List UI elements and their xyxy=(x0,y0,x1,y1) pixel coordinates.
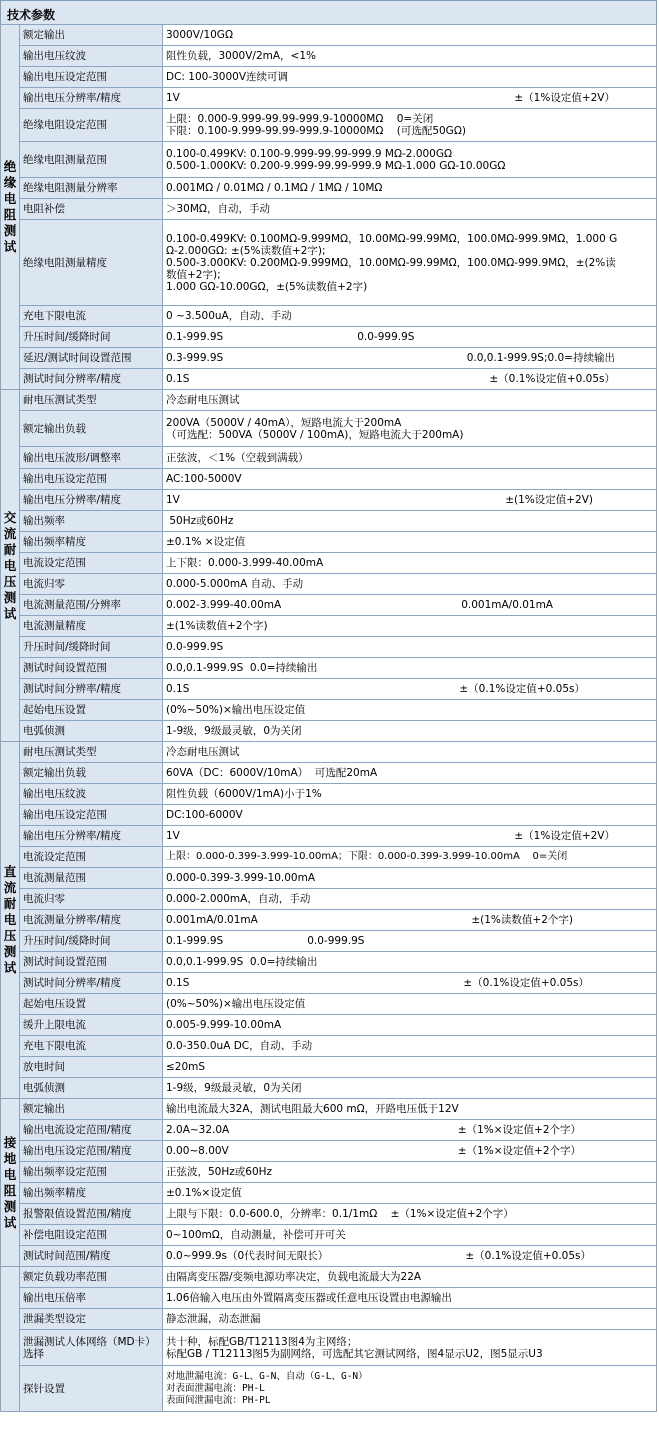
table-row xyxy=(1,1267,657,1288)
table-row xyxy=(1,721,657,742)
table-row xyxy=(1,490,657,511)
table-row xyxy=(1,637,657,658)
table-row xyxy=(1,553,657,574)
table-row xyxy=(1,1015,657,1036)
row-label: 泄漏测试人体网络（MD卡）选择 xyxy=(20,1330,163,1366)
table-row xyxy=(1,700,657,721)
row-label: 额定输出负载 xyxy=(20,763,163,784)
row-value: ≤20mS xyxy=(163,1057,657,1078)
row-value: 0.100-0.499KV: 0.100MΩ-9.999MΩ，10.00MΩ-99.99MΩ，100.0MΩ-999.9MΩ，1.000 G Ω-2.000GΩ: ±(5%读数值+2字); 0.500-3.000KV: 0.200MΩ-9.999MΩ，10.00MΩ-99.99MΩ，100.0MΩ-999.9MΩ，±(2%读 数值+2字); 1.000 GΩ-10.00GΩ，±(5%读数值+2字) xyxy=(163,220,657,306)
row-label: 输出电压设定范围/精度 xyxy=(20,1141,163,1162)
table-row xyxy=(1,931,657,952)
table-row xyxy=(1,1246,657,1267)
table-row xyxy=(1,1078,657,1099)
row-value: 1.06倍输入电压由外置隔离变压器或任意电压设置由电源输出 xyxy=(163,1288,657,1309)
row-value: DC:100-6000V xyxy=(163,805,657,826)
row-value: 2.0A~32.0A ±（1%×设定值+2个字） xyxy=(163,1120,657,1141)
row-label: 输出电压倍率 xyxy=(20,1288,163,1309)
row-label: 补偿电阻设定范围 xyxy=(20,1225,163,1246)
table-row xyxy=(1,952,657,973)
table-row xyxy=(1,994,657,1015)
row-value: 0.1-999.9S 0.0-999.9S xyxy=(163,931,657,952)
row-value: 上限：0.000-9.999-99.99-999.9-10000MΩ 0=关闭 下限：0.100-9.999-99.99-999.9-10000MΩ (可选配50GΩ) xyxy=(163,109,657,142)
row-value: ±0.1% ×设定值 xyxy=(163,532,657,553)
row-value: 上下限：0.000-3.999-40.00mA xyxy=(163,553,657,574)
section-label-ground: 接地电阻测试 xyxy=(1,1099,20,1267)
row-value: 0.100-0.499KV: 0.100-9.999-99.99-999.9 MΩ-2.000GΩ 0.500-1.000KV: 0.200-9.999-99.99-999.9 MΩ-1.000 GΩ-10.00GΩ xyxy=(163,142,657,178)
table-row xyxy=(1,411,657,447)
table-row xyxy=(1,1036,657,1057)
row-label: 充电下限电流 xyxy=(20,306,163,327)
row-value: (0%~50%)×输出电压设定值 xyxy=(163,700,657,721)
row-value: 0.1-999.9S 0.0-999.9S xyxy=(163,327,657,348)
row-label: 测试时间设置范围 xyxy=(20,658,163,679)
row-label: 电流测量范围/分辨率 xyxy=(20,595,163,616)
row-value: 由隔离变压器/变频电源功率决定，负载电流最大为22A xyxy=(163,1267,657,1288)
row-label: 输出电压波形/调整率 xyxy=(20,447,163,469)
table-row xyxy=(1,973,657,994)
row-label: 耐电压测试类型 xyxy=(20,742,163,763)
row-value: 0.002-3.999-40.00mA 0.001mA/0.01mA xyxy=(163,595,657,616)
table-row xyxy=(1,306,657,327)
table-row xyxy=(1,1309,657,1330)
row-label: 绝缘电阻测量分辨率 xyxy=(20,178,163,199)
row-value: 正弦波，50Hz或60Hz xyxy=(163,1162,657,1183)
row-value: 0.0,0.1-999.9S 0.0=持续输出 xyxy=(163,658,657,679)
row-label: 输出电流设定范围/精度 xyxy=(20,1120,163,1141)
row-label: 输出电压纹波 xyxy=(20,46,163,67)
row-value: 静态泄漏，动态泄漏 xyxy=(163,1309,657,1330)
table-row xyxy=(1,178,657,199)
table-row xyxy=(1,67,657,88)
table-row xyxy=(1,1288,657,1309)
table-row xyxy=(1,1225,657,1246)
page-title: 技术参数 xyxy=(7,8,56,22)
row-value: 0.0,0.1-999.9S 0.0=持续输出 xyxy=(163,952,657,973)
row-value: 50Hz或60Hz xyxy=(163,511,657,532)
row-value: 阻性负载（6000V/1mA)小于1% xyxy=(163,784,657,805)
table-row xyxy=(1,763,657,784)
row-label: 额定输出 xyxy=(20,1099,163,1120)
row-label: 探针设置 xyxy=(20,1366,163,1412)
row-value: 0.000-0.399-3.999-10.00mA xyxy=(163,868,657,889)
table-row xyxy=(1,142,657,178)
row-label: 测试时间分辨率/精度 xyxy=(20,973,163,994)
row-label: 输出电压分辨率/精度 xyxy=(20,88,163,109)
row-value: 正弦波，＜1%（空载到满载） xyxy=(163,447,657,469)
row-value: 0.001mA/0.01mA ±(1%读数值+2个字) xyxy=(163,910,657,931)
table-row xyxy=(1,1057,657,1078)
row-value: 3000V/10GΩ xyxy=(163,25,657,46)
row-label: 输出电压纹波 xyxy=(20,784,163,805)
row-label: 额定输出 xyxy=(20,25,163,46)
spec-table xyxy=(0,24,657,1412)
row-value: 阻性负载，3000V/2mA，<1% xyxy=(163,46,657,67)
row-value: 1-9级，9级最灵敏，0为关闭 xyxy=(163,1078,657,1099)
row-label: 额定负载功率范围 xyxy=(20,1267,163,1288)
row-value: 0.3-999.9S 0.0,0.1-999.9S;0.0=持续输出 xyxy=(163,348,657,369)
row-label: 输出频率精度 xyxy=(20,1183,163,1204)
row-value: 0.0-350.0uA DC，自动、手动 xyxy=(163,1036,657,1057)
row-value: 上限与下限：0.0-600.0，分辨率：0.1/1mΩ ±（1%×设定值+2个字） xyxy=(163,1204,657,1225)
row-label: 泄漏类型设定 xyxy=(20,1309,163,1330)
row-value: 1V ±（1%设定值+2V） xyxy=(163,826,657,847)
table-row xyxy=(1,447,657,469)
table-row xyxy=(1,1141,657,1162)
table-row xyxy=(1,1120,657,1141)
row-value: DC: 100-3000V连续可调 xyxy=(163,67,657,88)
row-label: 测试时间分辨率/精度 xyxy=(20,679,163,700)
table-row xyxy=(1,109,657,142)
table-row xyxy=(1,390,657,411)
row-label: 电流设定范围 xyxy=(20,847,163,868)
row-label: 输出电压设定范围 xyxy=(20,805,163,826)
table-row xyxy=(1,616,657,637)
table-row xyxy=(1,199,657,220)
row-label: 输出电压分辨率/精度 xyxy=(20,490,163,511)
row-value: AC:100-5000V xyxy=(163,469,657,490)
table-row xyxy=(1,1099,657,1120)
row-value: 0.1S ±（0.1%设定值+0.05s） xyxy=(163,973,657,994)
section-label-leakage xyxy=(1,1267,20,1412)
table-row xyxy=(1,469,657,490)
row-label: 放电时间 xyxy=(20,1057,163,1078)
table-row xyxy=(1,658,657,679)
table-row xyxy=(1,511,657,532)
row-value: 0.1S ±（0.1%设定值+0.05s） xyxy=(163,679,657,700)
row-label: 输出电压设定范围 xyxy=(20,67,163,88)
row-value: 0.001MΩ / 0.01MΩ / 0.1MΩ / 1MΩ / 10MΩ xyxy=(163,178,657,199)
row-label: 电弧侦测 xyxy=(20,721,163,742)
header-bar xyxy=(0,0,657,25)
row-value: 冷态耐电压测试 xyxy=(163,390,657,411)
row-label: 电流归零 xyxy=(20,889,163,910)
row-label: 电流测量范围 xyxy=(20,868,163,889)
table-row xyxy=(1,784,657,805)
row-value: ＞30MΩ，自动，手动 xyxy=(163,199,657,220)
table-row xyxy=(1,88,657,109)
table-row xyxy=(1,532,657,553)
row-label: 绝缘电阻设定范围 xyxy=(20,109,163,142)
row-value: 1-9级，9级最灵敏，0为关闭 xyxy=(163,721,657,742)
row-label: 升压时间/缓降时间 xyxy=(20,327,163,348)
table-row xyxy=(1,46,657,67)
table-row xyxy=(1,1183,657,1204)
row-value: 对地泄漏电流：G-L、G-N、自动（G-L、G-N） 对表面泄漏电流：PH-L 表面间泄漏电流：PH-PL xyxy=(163,1366,657,1412)
table-row xyxy=(1,369,657,390)
row-value: 0.0~999.9s（0代表时间无限长） ±（0.1%设定值+0.05s） xyxy=(163,1246,657,1267)
table-row xyxy=(1,1204,657,1225)
row-label: 升压时间/缓降时间 xyxy=(20,637,163,658)
section-label-insulation: 绝缘电阻测试 xyxy=(1,25,20,390)
table-row xyxy=(1,25,657,46)
row-label: 输出频率 xyxy=(20,511,163,532)
table-row xyxy=(1,1366,657,1412)
row-value: 200VA（5000V / 40mA），短路电流大于200mA （可选配：500VA（5000V / 100mA)，短路电流大于200mA) xyxy=(163,411,657,447)
row-value: 输出电流最大32A，测试电阻最大600 mΩ，开路电压低于12V xyxy=(163,1099,657,1120)
table-row xyxy=(1,868,657,889)
table-row xyxy=(1,327,657,348)
row-label: 电流归零 xyxy=(20,574,163,595)
row-label: 电流设定范围 xyxy=(20,553,163,574)
row-label: 输出频率设定范围 xyxy=(20,1162,163,1183)
table-row xyxy=(1,826,657,847)
row-label: 电阻补偿 xyxy=(20,199,163,220)
table-row xyxy=(1,574,657,595)
row-label: 测试时间设置范围 xyxy=(20,952,163,973)
row-label: 输出电压设定范围 xyxy=(20,469,163,490)
row-value: ±0.1%×设定值 xyxy=(163,1183,657,1204)
row-label: 绝缘电阻测量精度 xyxy=(20,220,163,306)
row-label: 电流测量分辨率/精度 xyxy=(20,910,163,931)
row-label: 电流测量精度 xyxy=(20,616,163,637)
table-row xyxy=(1,1162,657,1183)
row-label: 测试时间范围/精度 xyxy=(20,1246,163,1267)
row-label: 报警限值设置范围/精度 xyxy=(20,1204,163,1225)
row-label: 缓升上限电流 xyxy=(20,1015,163,1036)
row-label: 电弧侦测 xyxy=(20,1078,163,1099)
row-label: 额定输出负载 xyxy=(20,411,163,447)
row-value: 1V ±（1%设定值+2V） xyxy=(163,88,657,109)
table-row xyxy=(1,910,657,931)
row-value: 0~100mΩ，自动测量，补偿可开可关 xyxy=(163,1225,657,1246)
row-value: 0.00~8.00V ±（1%×设定值+2个字） xyxy=(163,1141,657,1162)
row-label: 起始电压设置 xyxy=(20,700,163,721)
table-row xyxy=(1,220,657,306)
row-label: 充电下限电流 xyxy=(20,1036,163,1057)
row-value: 1V ±(1%设定值+2V) xyxy=(163,490,657,511)
row-value: 0 ~3.500uA，自动、手动 xyxy=(163,306,657,327)
row-value: 0.0-999.9S xyxy=(163,637,657,658)
section-label-dc: 直流耐电压测试 xyxy=(1,742,20,1099)
table-row xyxy=(1,679,657,700)
row-value: 冷态耐电压测试 xyxy=(163,742,657,763)
table-row xyxy=(1,1330,657,1366)
table-row xyxy=(1,847,657,868)
row-label: 升压时间/缓降时间 xyxy=(20,931,163,952)
table-row xyxy=(1,595,657,616)
row-value: 60VA（DC：6000V/10mA） 可选配20mA xyxy=(163,763,657,784)
row-value: 0.000-2.000mA，自动，手动 xyxy=(163,889,657,910)
row-label: 延迟/测试时间设置范围 xyxy=(20,348,163,369)
row-value: 0.005-9.999-10.00mA xyxy=(163,1015,657,1036)
table-row xyxy=(1,889,657,910)
row-value: 0.000-5.000mA 自动、手动 xyxy=(163,574,657,595)
row-label: 耐电压测试类型 xyxy=(20,390,163,411)
row-label: 输出电压分辨率/精度 xyxy=(20,826,163,847)
row-value: 共十种，标配GB/T12113图4为主网络； 标配GB / T12113图5为副网络，可选配其它测试网络，图4显示U2，图5显示U3 xyxy=(163,1330,657,1366)
table-row xyxy=(1,805,657,826)
row-label: 绝缘电阻测量范围 xyxy=(20,142,163,178)
row-value: 上限：0.000-0.399-3.999-10.00mA；下限：0.000-0.399-3.999-10.00mA 0=关闭 xyxy=(163,847,657,868)
table-row xyxy=(1,348,657,369)
row-label: 测试时间分辨率/精度 xyxy=(20,369,163,390)
row-value: (0%~50%)×输出电压设定值 xyxy=(163,994,657,1015)
row-label: 起始电压设置 xyxy=(20,994,163,1015)
table-row xyxy=(1,742,657,763)
row-value: ±(1%读数值+2个字) xyxy=(163,616,657,637)
row-value: 0.1S ±（0.1%设定值+0.05s） xyxy=(163,369,657,390)
row-label: 输出频率精度 xyxy=(20,532,163,553)
section-label-ac: 交流耐电压测试 xyxy=(1,390,20,742)
